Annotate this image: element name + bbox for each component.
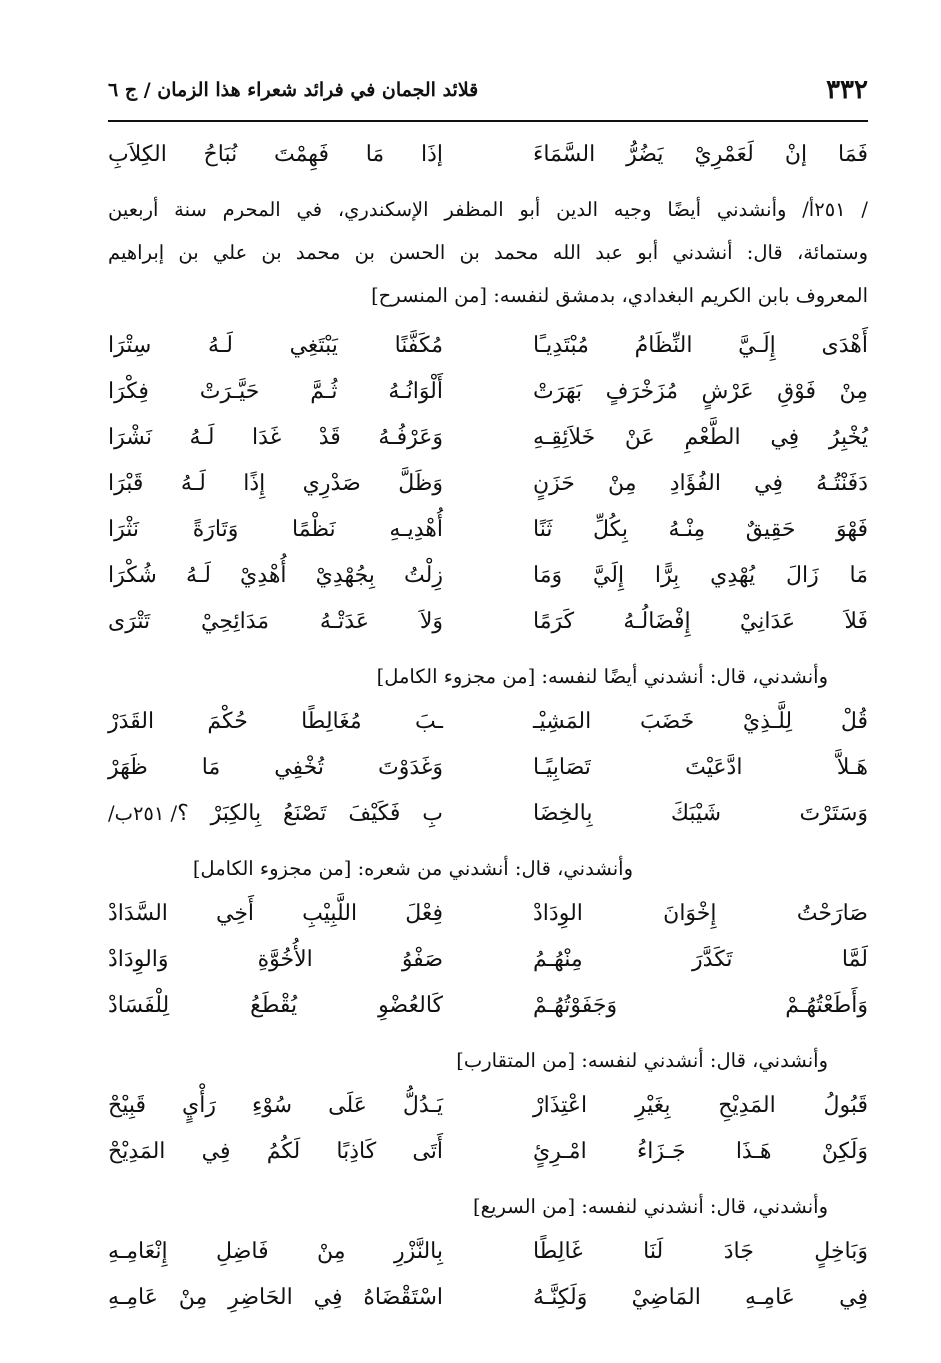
- verse-second-hemistich: وَظَلَّ صَدْرِي إِذًا لَـهُ قَبْرَا: [108, 471, 443, 496]
- page-content: [108, 132, 868, 1321]
- section-intro: وأنشدني، قال: أنشدني من شعره: [من مجزوء الكامل]: [192, 857, 633, 880]
- verse-second-hemistich: إذَا مَا فَهِمْتَ نُبَاحُ الكِلاَبِ: [108, 142, 443, 167]
- header-rule: [108, 120, 868, 122]
- verse-line: [108, 461, 868, 507]
- verse-first-hemistich: وَبَاخِلٍ جَادَ لَنَا غَالِطًا: [533, 1239, 868, 1264]
- verse-first-hemistich: أَهْدَى إِلَـيَّ النِّظَامُ مُبْتَدِيـًا: [533, 333, 868, 358]
- verse-second-hemistich: بِالنَّزْرِ مِنْ فَاضِلِ إِنْعَامِـهِ: [108, 1239, 443, 1264]
- verse-line: [108, 983, 868, 1029]
- verse-line: [108, 1275, 868, 1321]
- verse-second-hemistich: أُهْدِيـهِ نَظْمًا وَتَارَةً نَثْرَا: [108, 517, 443, 542]
- verse-first-hemistich: قُلْ لِلَّـذِيْ خَضَبَ المَشِيْـ: [533, 709, 868, 734]
- verse-line: [108, 745, 868, 791]
- verse-line: [108, 507, 868, 553]
- verse-first-hemistich: هَـلاَّ ادَّعَيْتَ تَصَابِيًـا: [533, 755, 868, 780]
- verse-second-hemistich: فِعْلَ اللَّبِيْبِ أَخِي السَّدَادْ: [108, 901, 443, 926]
- verse-line: [108, 415, 868, 461]
- verse-first-hemistich: قَبُولُ المَدِيْحِ بِغَيْرِ اعْتِذَارْ: [533, 1093, 868, 1118]
- verse-line: [108, 1083, 868, 1129]
- verse-second-hemistich: صَفْوُ الأُخُوَّةِ وَالوِدَادْ: [108, 947, 443, 972]
- section-intro: وأنشدني، قال: أنشدني أيضًا لنفسه: [من مجزوء الكامل]: [376, 665, 828, 688]
- verse-second-hemistich: كَالعُضْوِ يُقْطَعُ لِلْفَسَادْ: [108, 993, 443, 1018]
- verse-line: [108, 132, 868, 178]
- verse-second-hemistich: يَـدُلُّ عَلَى سُوْءِ رَأْيٍ قَبِيْحْ: [108, 1093, 443, 1118]
- verse-second-hemistich: اسْتَقْضَاهُ فِي الحَاضِرِ مِنْ عَامِـهِ: [108, 1285, 443, 1310]
- verse-first-hemistich: وَسَتَرْتَ شَيْبَكَ بِالخِضَا: [533, 801, 868, 826]
- verse-first-hemistich: صَارَحْتُ إِخْوَانَ الوِدَادْ: [533, 901, 868, 926]
- prose-line: / ٢٥١أ/ وأنشدني أيضًا وجيه الدين أبو المظفر الإسكندري، في المحرم سنة أربعين: [108, 198, 868, 221]
- verse-second-hemistich: أَتَى كَاذِبًا لَكُمُ فِي المَدِيْحْ: [108, 1139, 443, 1164]
- folio-marker: / ٢٥١ب/: [108, 802, 178, 825]
- verse-line: [108, 599, 868, 645]
- verse-first-hemistich: وَأَطَعْتُهُـمْ وَجَفَوْتُهُـمْ: [533, 993, 868, 1018]
- verse-line: [108, 553, 868, 599]
- verse-second-hemistich: وَغَدَوْتَ تُخْفِي مَا ظَهَرْ: [108, 755, 443, 780]
- verse-second-hemistich: بِ فَكَيْفَ تَصْنَعُ بِالكِبَرْ ؟ / ٢٥١ب/: [108, 791, 443, 837]
- verse-line: [108, 937, 868, 983]
- verse-line: [108, 891, 868, 937]
- verse-line: [108, 1229, 868, 1275]
- section-intro: وأنشدني، قال: أنشدني لنفسه: [من المتقارب]: [456, 1049, 828, 1072]
- verse-line: [108, 1129, 868, 1175]
- page-header: [108, 70, 868, 110]
- verse-second-hemistich: زِلْتُ بِجُهْدِيْ أُهْدِيْ لَـهُ شُكْرَا: [108, 563, 443, 588]
- verse-first-hemistich: فَمَا إنْ لَعَمْرِيْ يَضُرُّ السَّمَاءَ: [533, 142, 868, 167]
- verse-first-hemistich: يُخْبِرُ فِي الطَّعْمِ عَنْ خَلاَئِقِـهِ: [533, 425, 868, 450]
- verse-second-hemistich: ـبَ مُغَالِطًا حُكْمَ القَدَرْ: [108, 709, 443, 734]
- prose-line: وستمائة، قال: أنشدني أبو عبد الله محمد بن الحسن بن محمد بن علي بن إبراهيم: [108, 241, 868, 264]
- verse-first-hemistich: دَفَنْتُـهُ فِي الفُؤَادِ مِنْ حَزَنٍ: [533, 471, 868, 496]
- verse-second-hemistich: أَلْوَانُـهُ ثُـمَّ حَيَّـرَتْ فِكْرَا: [108, 379, 443, 404]
- verse-first-hemistich: مِنْ فَوْقِ عَرْشٍ مُزَخْرَفٍ بَهَرَتْ: [533, 379, 868, 404]
- prose-line: المعروف بابن الكريم البغدادي، بدمشق لنفسه: [من المنسرح]: [371, 284, 868, 307]
- verse-first-hemistich: مَا زَالَ يُهْدِي بِرًّا إِلَيَّ وَمَا: [533, 563, 868, 588]
- verse-line: [108, 323, 868, 369]
- verse-second-hemistich: وَلاَ عَدَتْـهُ مَدَائِحِيْ تَتْرَى: [108, 609, 443, 634]
- verse-first-hemistich: فِي عَامِـهِ المَاضِيْ وَلَكِنَّـهُ: [533, 1285, 868, 1310]
- verse-first-hemistich: وَلَكِنْ هَـذَا جَـزَاءُ امْـرِئٍ: [533, 1139, 868, 1164]
- verse-first-hemistich: فَهْوَ حَقِيقٌ مِنْـهُ بِكُلِّ ثَنًا: [533, 517, 868, 542]
- verse-line: [108, 369, 868, 415]
- verse-first-hemistich: لَمَّا تَكَدَّرَ مِنْهُـمُ: [533, 947, 868, 972]
- section-intro: وأنشدني، قال: أنشدني لنفسه: [من السريع]: [473, 1195, 828, 1218]
- page-number: ٣٣٢: [826, 75, 868, 105]
- verse-first-hemistich: فَلاَ عَدَانِيْ إِفْضَالُـهُ كَرَمًا: [533, 609, 868, 634]
- verse-line: [108, 791, 868, 837]
- verse-second-hemistich: وَعَرْفُـهُ قَدْ غَدَا لَـهُ نَشْرَا: [108, 425, 443, 450]
- verse-second-hemistich: مُكَفَّنًا يَبْتَغِي لَـهُ سِتْرَا: [108, 333, 443, 358]
- running-title: قلائد الجمان في فرائد شعراء هذا الزمان / ج ٦: [108, 79, 479, 101]
- verse-line: [108, 699, 868, 745]
